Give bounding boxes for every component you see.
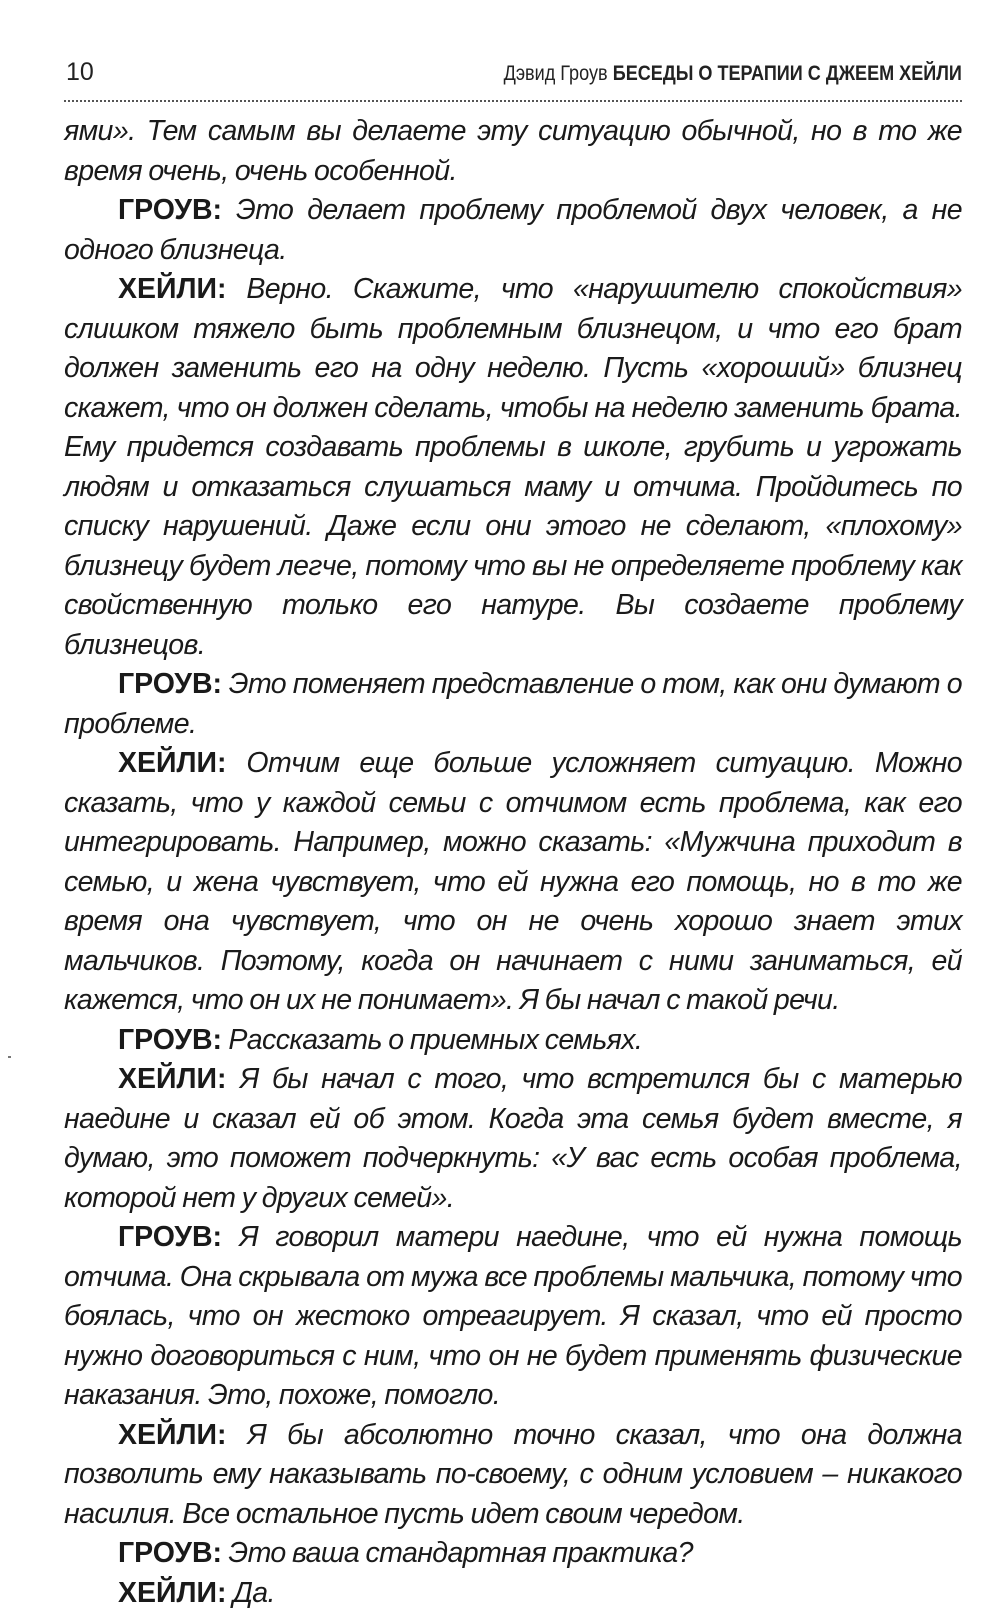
paragraph — [64, 1534, 962, 1574]
page-number: 10 — [64, 58, 94, 87]
book-page — [64, 58, 962, 1613]
speaker-label: ГРОУВ: — [118, 1221, 222, 1253]
running-title — [504, 62, 962, 86]
paragraph — [64, 1574, 962, 1613]
book-title: БЕСЕДЫ О ТЕРАПИИ С ДЖЕЕМ ХЕЙЛИ — [613, 62, 962, 85]
author-name: Дэвид Гроув — [504, 62, 608, 85]
paragraph-text: Я бы начал с того, что встретился бы с матерью наедине и сказал ей об этом. Когда эта семья будет вместе, я думаю, это поможет подчеркнуть: «У вас есть особая проблема, которой нет у других семей». — [64, 1063, 962, 1214]
paragraph-text: Это ваша стандартная практика? — [228, 1537, 692, 1569]
header-dotted-rule — [64, 100, 962, 102]
paragraph — [64, 1060, 962, 1218]
paragraph — [64, 744, 962, 1021]
paragraph-text: Отчим еще больше усложняет ситуацию. Можно сказать, что у каждой семьи с отчимом есть проблема, как его интегрировать. Например, можно сказать: «Мужчина приходит в семью, и жена чувствует, что ей нужна его помощь, но в то же время она чувствует, что он не очень хорошо знает этих мальчиков. Поэтому, когда он начинает с ними заниматься, ей кажется, что он их не понимает». Я бы начал с такой речи. — [64, 747, 962, 1016]
paragraph — [64, 665, 962, 744]
body-text — [64, 112, 962, 1613]
paragraph-text: Рассказать о приемных семьях. — [228, 1024, 642, 1056]
speaker-label: ГРОУВ: — [118, 668, 222, 700]
running-head — [64, 58, 962, 98]
paragraph-text: Верно. Скажите, что «нарушителю спокойствия» слишком тяжело быть проблемным близнецом, и что его брат должен заменить его на одну неделю. Пусть «хороший» близнец скажет, что он должен сделать, чтобы на неделю заменить брата. Ему придется создавать проблемы в школе, грубить и угрожать людям и отказаться слушаться маму и отчима. Пройдитесь по списку нарушений. Даже если они этого не сделают, «плохому» близнецу будет легче, потому что вы не определяете проблему как свойственную только его натуре. Вы создаете проблему близнецов. — [64, 273, 962, 661]
paragraph-text: ями». Тем самым вы делаете эту ситуацию обычной, но в то же время очень, очень особенной. — [64, 115, 962, 187]
paragraph-text: Это делает проблему проблемой двух человек, а не одного близнеца. — [64, 194, 962, 266]
paragraph — [64, 1021, 962, 1061]
paragraph-text: Да. — [233, 1577, 275, 1609]
speaker-label: ГРОУВ: — [118, 1024, 222, 1056]
scan-speck — [8, 1056, 11, 1058]
paragraph — [64, 1416, 962, 1535]
paragraph — [64, 191, 962, 270]
speaker-label: ХЕЙЛИ: — [118, 273, 226, 305]
paragraph-text: Я говорил матери наедине, что ей нужна помощь отчима. Она скрывала от мужа все проблемы мальчика, потому что боялась, что он жестоко отреагирует. Я сказал, что ей просто нужно договориться с ним, что он не будет применять физические наказания. Это, похоже, помогло. — [64, 1221, 962, 1411]
paragraph-text: Это поменяет представление о том, как они думают о проблеме. — [64, 668, 962, 740]
paragraph-text: Я бы абсолютно точно сказал, что она должна позволить ему наказывать по-своему, с одним условием – никакого насилия. Все остальное пусть идет своим чередом. — [64, 1419, 962, 1530]
paragraph — [64, 270, 962, 665]
speaker-label: ГРОУВ: — [118, 1537, 222, 1569]
speaker-label: ГРОУВ: — [118, 194, 222, 226]
paragraph — [64, 1218, 962, 1416]
speaker-label: ХЕЙЛИ: — [118, 1577, 226, 1609]
speaker-label: ХЕЙЛИ: — [118, 747, 226, 779]
paragraph — [64, 112, 962, 191]
speaker-label: ХЕЙЛИ: — [118, 1063, 226, 1095]
speaker-label: ХЕЙЛИ: — [118, 1419, 226, 1451]
